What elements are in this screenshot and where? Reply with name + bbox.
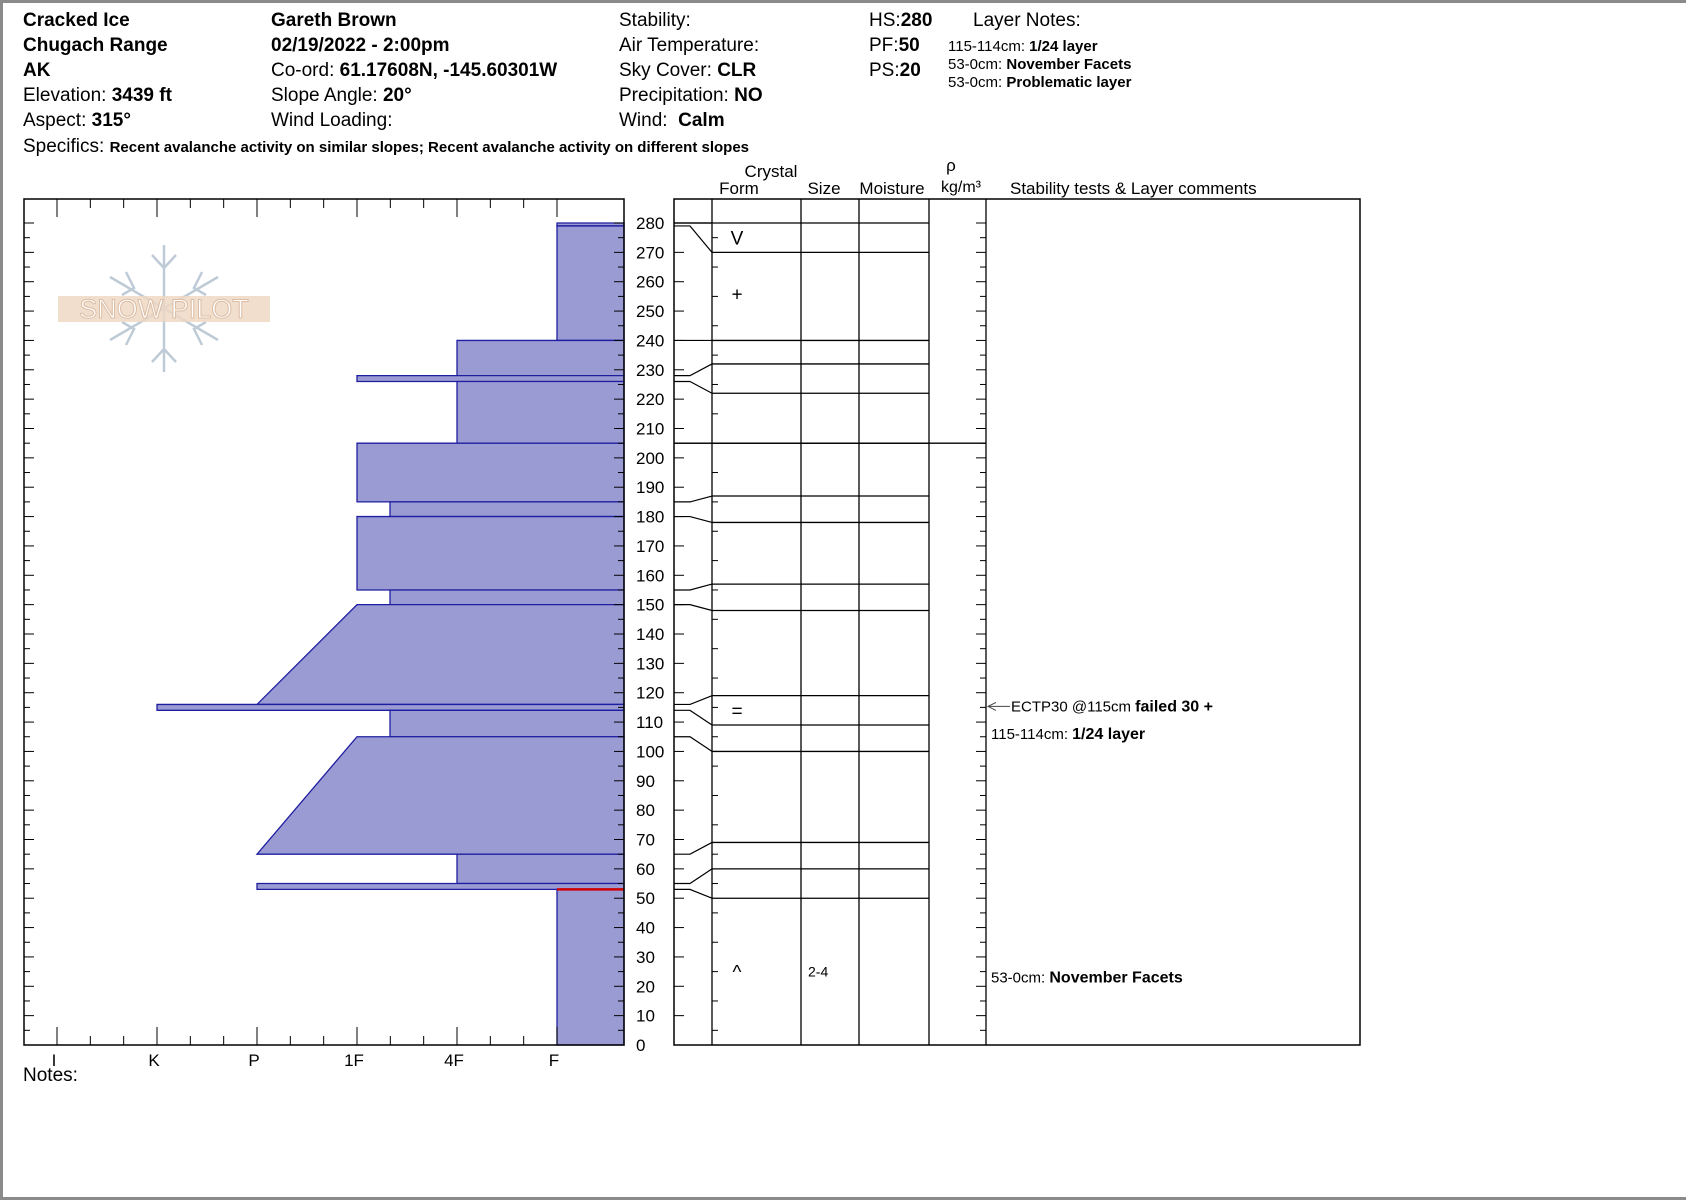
boundary-connector — [674, 605, 712, 611]
wind-loading: Wind Loading: — [271, 110, 393, 131]
hs-value: HS:280 — [869, 10, 933, 31]
stability-test: ECTP30 @115cm failed 30 + — [1011, 698, 1213, 716]
range-name: Chugach Range — [23, 35, 168, 56]
height-label: 50 — [636, 889, 655, 909]
height-label: 250 — [636, 302, 665, 322]
specifics: Specifics: Recent avalanche activity on similar slopes; Recent avalanche activity on different slopes — [23, 136, 749, 157]
height-label: 240 — [636, 331, 665, 351]
snow-pilot-logo — [58, 245, 270, 372]
hardness-label: I — [51, 1051, 57, 1070]
layer-note-3: 53-0cm: Problematic layer — [948, 74, 1132, 91]
height-label: 20 — [636, 977, 655, 997]
height-label: 260 — [636, 272, 665, 292]
date-time: 02/19/2022 - 2:00pm — [271, 35, 450, 56]
height-label: 90 — [636, 771, 655, 791]
boundary-connector — [674, 696, 712, 705]
boundary-connector — [674, 737, 712, 752]
height-label: 150 — [636, 595, 665, 615]
boundary-connector — [674, 584, 712, 590]
height-label: 40 — [636, 918, 655, 938]
height-label: 70 — [636, 830, 655, 850]
boundary-connector — [674, 496, 712, 502]
grain-form-symbol: ^ — [732, 962, 742, 984]
col-form: Form — [719, 179, 759, 198]
height-label: 140 — [636, 625, 665, 644]
col-crystal: Crystal — [744, 162, 798, 181]
boundary-connector — [674, 517, 712, 523]
sky-cover: Sky Cover: CLR — [619, 60, 757, 81]
height-label: 210 — [636, 419, 665, 439]
col-density: kg/m³ — [941, 179, 981, 196]
pf-value: PF:50 — [869, 35, 920, 56]
stability: Stability: — [619, 10, 691, 31]
hardness-label: F — [548, 1051, 560, 1070]
height-label: 0 — [636, 1036, 646, 1055]
layer-note-1: 115-114cm: 1/24 layer — [948, 38, 1098, 55]
height-label: 10 — [636, 1006, 655, 1026]
col-size: Size — [807, 179, 841, 198]
site-name: Cracked Ice — [23, 10, 130, 31]
layer-comment: 53-0cm: November Facets — [991, 969, 1183, 987]
height-label: 110 — [636, 713, 664, 733]
notes-label: Notes: — [23, 1065, 78, 1086]
boundary-connector — [674, 842, 712, 854]
grain-form-symbol: V — [730, 228, 744, 250]
crystal-size-value: 2-4 — [808, 963, 829, 980]
height-label: 60 — [636, 859, 655, 879]
height-label: 200 — [636, 448, 665, 468]
boundary-connector — [674, 226, 712, 252]
hardness-layer-9 — [257, 605, 624, 705]
state-name: AK — [23, 60, 51, 81]
hardness-layer-5 — [357, 443, 624, 502]
boundary-connector — [674, 382, 712, 394]
precipitation: Precipitation: NO — [619, 85, 763, 106]
height-label: 170 — [636, 536, 665, 556]
layer-notes-title: Layer Notes: — [973, 10, 1081, 31]
hardness-layer-2 — [457, 340, 624, 375]
height-label: 160 — [636, 566, 665, 586]
height-label: 30 — [636, 947, 655, 967]
hardness-layer-6 — [390, 502, 624, 517]
observer: Gareth Brown — [271, 10, 397, 31]
hardness-layer-7 — [357, 517, 624, 590]
hardness-label: 1F — [344, 1051, 364, 1070]
hardness-layer-4 — [457, 382, 624, 444]
hardness-layer-13 — [457, 854, 624, 883]
layer-table-frame — [674, 199, 1360, 1045]
air-temperature: Air Temperature: — [619, 35, 760, 56]
hardness-layer-1 — [557, 226, 624, 340]
height-label: 270 — [636, 243, 665, 263]
height-label: 80 — [636, 801, 655, 821]
height-label: 280 — [636, 214, 665, 233]
col-comments: Stability tests & Layer comments — [1010, 179, 1257, 198]
hardness-layer-15 — [557, 889, 624, 1045]
hardness-label: P — [248, 1051, 260, 1070]
slope-angle: Slope Angle: 20° — [271, 85, 412, 106]
svg-text:SNOW PILOT: SNOW PILOT — [79, 294, 249, 324]
hardness-layer-3 — [357, 376, 624, 382]
height-label: 120 — [636, 683, 665, 703]
hardness-layer-11 — [390, 710, 624, 736]
hardness-layer-12 — [257, 737, 624, 854]
col-rho: ρ — [946, 156, 956, 175]
height-label: 100 — [636, 742, 665, 762]
layer-note-2: 53-0cm: November Facets — [948, 56, 1132, 73]
hardness-label: K — [148, 1051, 160, 1070]
boundary-connector — [674, 889, 712, 898]
grain-form-symbol: + — [731, 284, 743, 306]
coordinates: Co-ord: 61.17608N, -145.60301W — [271, 60, 558, 81]
ps-value: PS:20 — [869, 60, 921, 81]
height-label: 130 — [636, 654, 665, 674]
hardness-layer-8 — [390, 590, 624, 605]
boundary-connector — [674, 869, 712, 884]
height-label: 220 — [636, 390, 665, 410]
height-label: 180 — [636, 507, 665, 527]
height-label: 190 — [636, 478, 665, 498]
height-label: 230 — [636, 360, 665, 380]
wind: Wind: Calm — [619, 110, 725, 131]
grain-form-symbol: = — [731, 701, 743, 723]
aspect: Aspect: 315° — [23, 110, 131, 131]
elevation: Elevation: 3439 ft — [23, 85, 172, 106]
hardness-layer-10 — [157, 704, 624, 710]
col-moisture: Moisture — [859, 179, 925, 198]
boundary-connector — [674, 710, 712, 725]
hardness-label: 4F — [444, 1051, 464, 1070]
layer-comment: 115-114cm: 1/24 layer — [991, 725, 1146, 743]
